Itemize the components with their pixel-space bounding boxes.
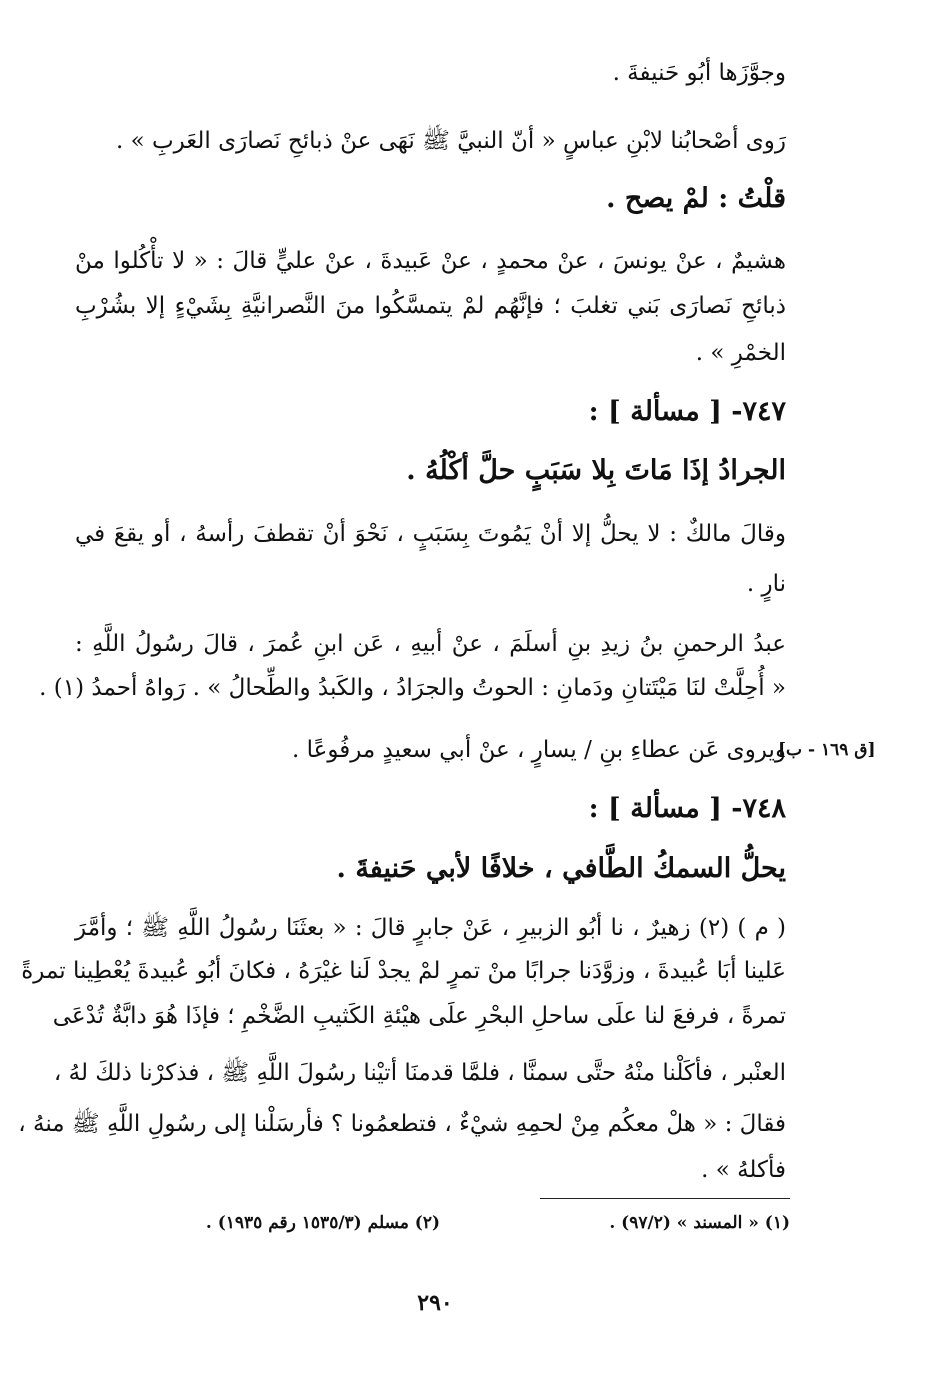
issue-title: الجرادُ إذَا مَاتَ بِلا سَبَبٍ حلَّ أكْلُهُ .	[406, 455, 786, 486]
text-line: وجوَّزَها أبُو حَنيفةَ .	[612, 60, 786, 86]
text-line: وقالَ مالكٌ : لا يحلُّ إلا أنْ يَمُوتَ بِسَبَبٍ ، نَحْوَ أنْ تقطفَ رأسهُ ، أو يقعَ في	[75, 521, 786, 547]
text-line: فقالَ : « هلْ معكُم مِنْ لحمِهِ شيْءٌ ، فتطعمُونا ؟ فأرسَلْنا إلى رسُولِ اللَّهِ ﷺ منهُ ،	[18, 1111, 786, 1137]
footnote-1: (١) « المسند » (٩٧/٢) .	[609, 1213, 790, 1233]
text-line: رَوى أصْحابُنا لابْنِ عباسٍ « أنّ النبيَّ ﷺ نَهَى عنْ ذبائحِ نَصارَى العَربِ » .	[115, 128, 786, 154]
footnote-2: (٢) مسلم (١٥٣٥/٣ رقم ١٩٣٥) .	[205, 1213, 440, 1233]
issue-heading: ٧٤٧- [ مسألة ] :	[588, 396, 786, 427]
manuscript-folio-note: [ق ١٦٩ - ب]	[778, 740, 876, 760]
text-line: « أُحِلَّتْ لنَا مَيْتَتانِ ودَمانِ : الحوتُ والجرَادُ ، والكَبدُ والطِّحالُ » . رَواهُ أحمدُ (١) .	[39, 675, 786, 701]
issue-title: يحلُّ السمكُ الطَّافي ، خلافًا لأبي حَنيفةَ .	[336, 853, 786, 884]
text-line: عَلينا أبَا عُبيدةَ ، وزوَّدَنا جرابًا منْ تمرٍ لمْ يجدْ لَنا غيْرَهُ ، فكانَ أبُو عُبيدةَ يُعْطِينا تمرةً	[21, 958, 786, 984]
text-line: ( م ) (٢) زهيرٌ ، نا أبُو الزبيرِ ، عَنْ جابرٍ قالَ : « بعثَنَا رسُولُ اللَّهِ ﷺ ؛ وأمَّرَ	[75, 915, 786, 941]
text-line: ذبائحِ نَصارَى بَني تغلبَ ؛ فإنَّهُم لمْ يتمسَّكُوا منَ النَّصرانيَّةِ بِشَيْءٍ إلا بشُرْبِ	[75, 293, 786, 319]
section-heading: قلْتُ : لمْ يصح .	[606, 183, 786, 214]
text-line: فأكلهُ » .	[701, 1157, 786, 1183]
text-line: تمرةً ، فرفعَ لنا علَى ساحلِ البحْرِ علَى هيْئةِ الكَثيبِ الضَّخْمِ ؛ فإذَا هُوَ دابَّةٌ تُدْعَى	[52, 1003, 786, 1029]
text-line: نارٍ .	[746, 571, 786, 597]
text-line: ويروى عَن عطاءِ بنِ / يسارٍ ، عنْ أبي سعيدٍ مرفُوعًا .	[292, 737, 786, 763]
footnote-separator	[540, 1198, 790, 1199]
page-number: ٢٩٠	[417, 1290, 453, 1316]
text-line: عبدُ الرحمنِ بنُ زيدِ بنِ أسلَمَ ، عنْ أبيهِ ، عَن ابنِ عُمرَ ، قالَ رسُولُ اللَّهِ :	[75, 631, 786, 657]
issue-heading: ٧٤٨- [ مسألة ] :	[588, 793, 786, 824]
text-line: هشيمٌ ، عنْ يونسَ ، عنْ محمدٍ ، عنْ عَبيدةَ ، عنْ عليٍّ قالَ : « لا تأْكُلوا منْ	[75, 248, 786, 274]
text-line: العنْبر ، فأكَلْنا منْهُ حتَّى سمنَّا ، فلمَّا قدمنَا أتيْنا رسُولَ اللَّهِ ﷺ ، فذكرْنا ذلكَ لهُ ،	[53, 1060, 786, 1086]
text-line: الخمْرِ » .	[695, 340, 786, 366]
